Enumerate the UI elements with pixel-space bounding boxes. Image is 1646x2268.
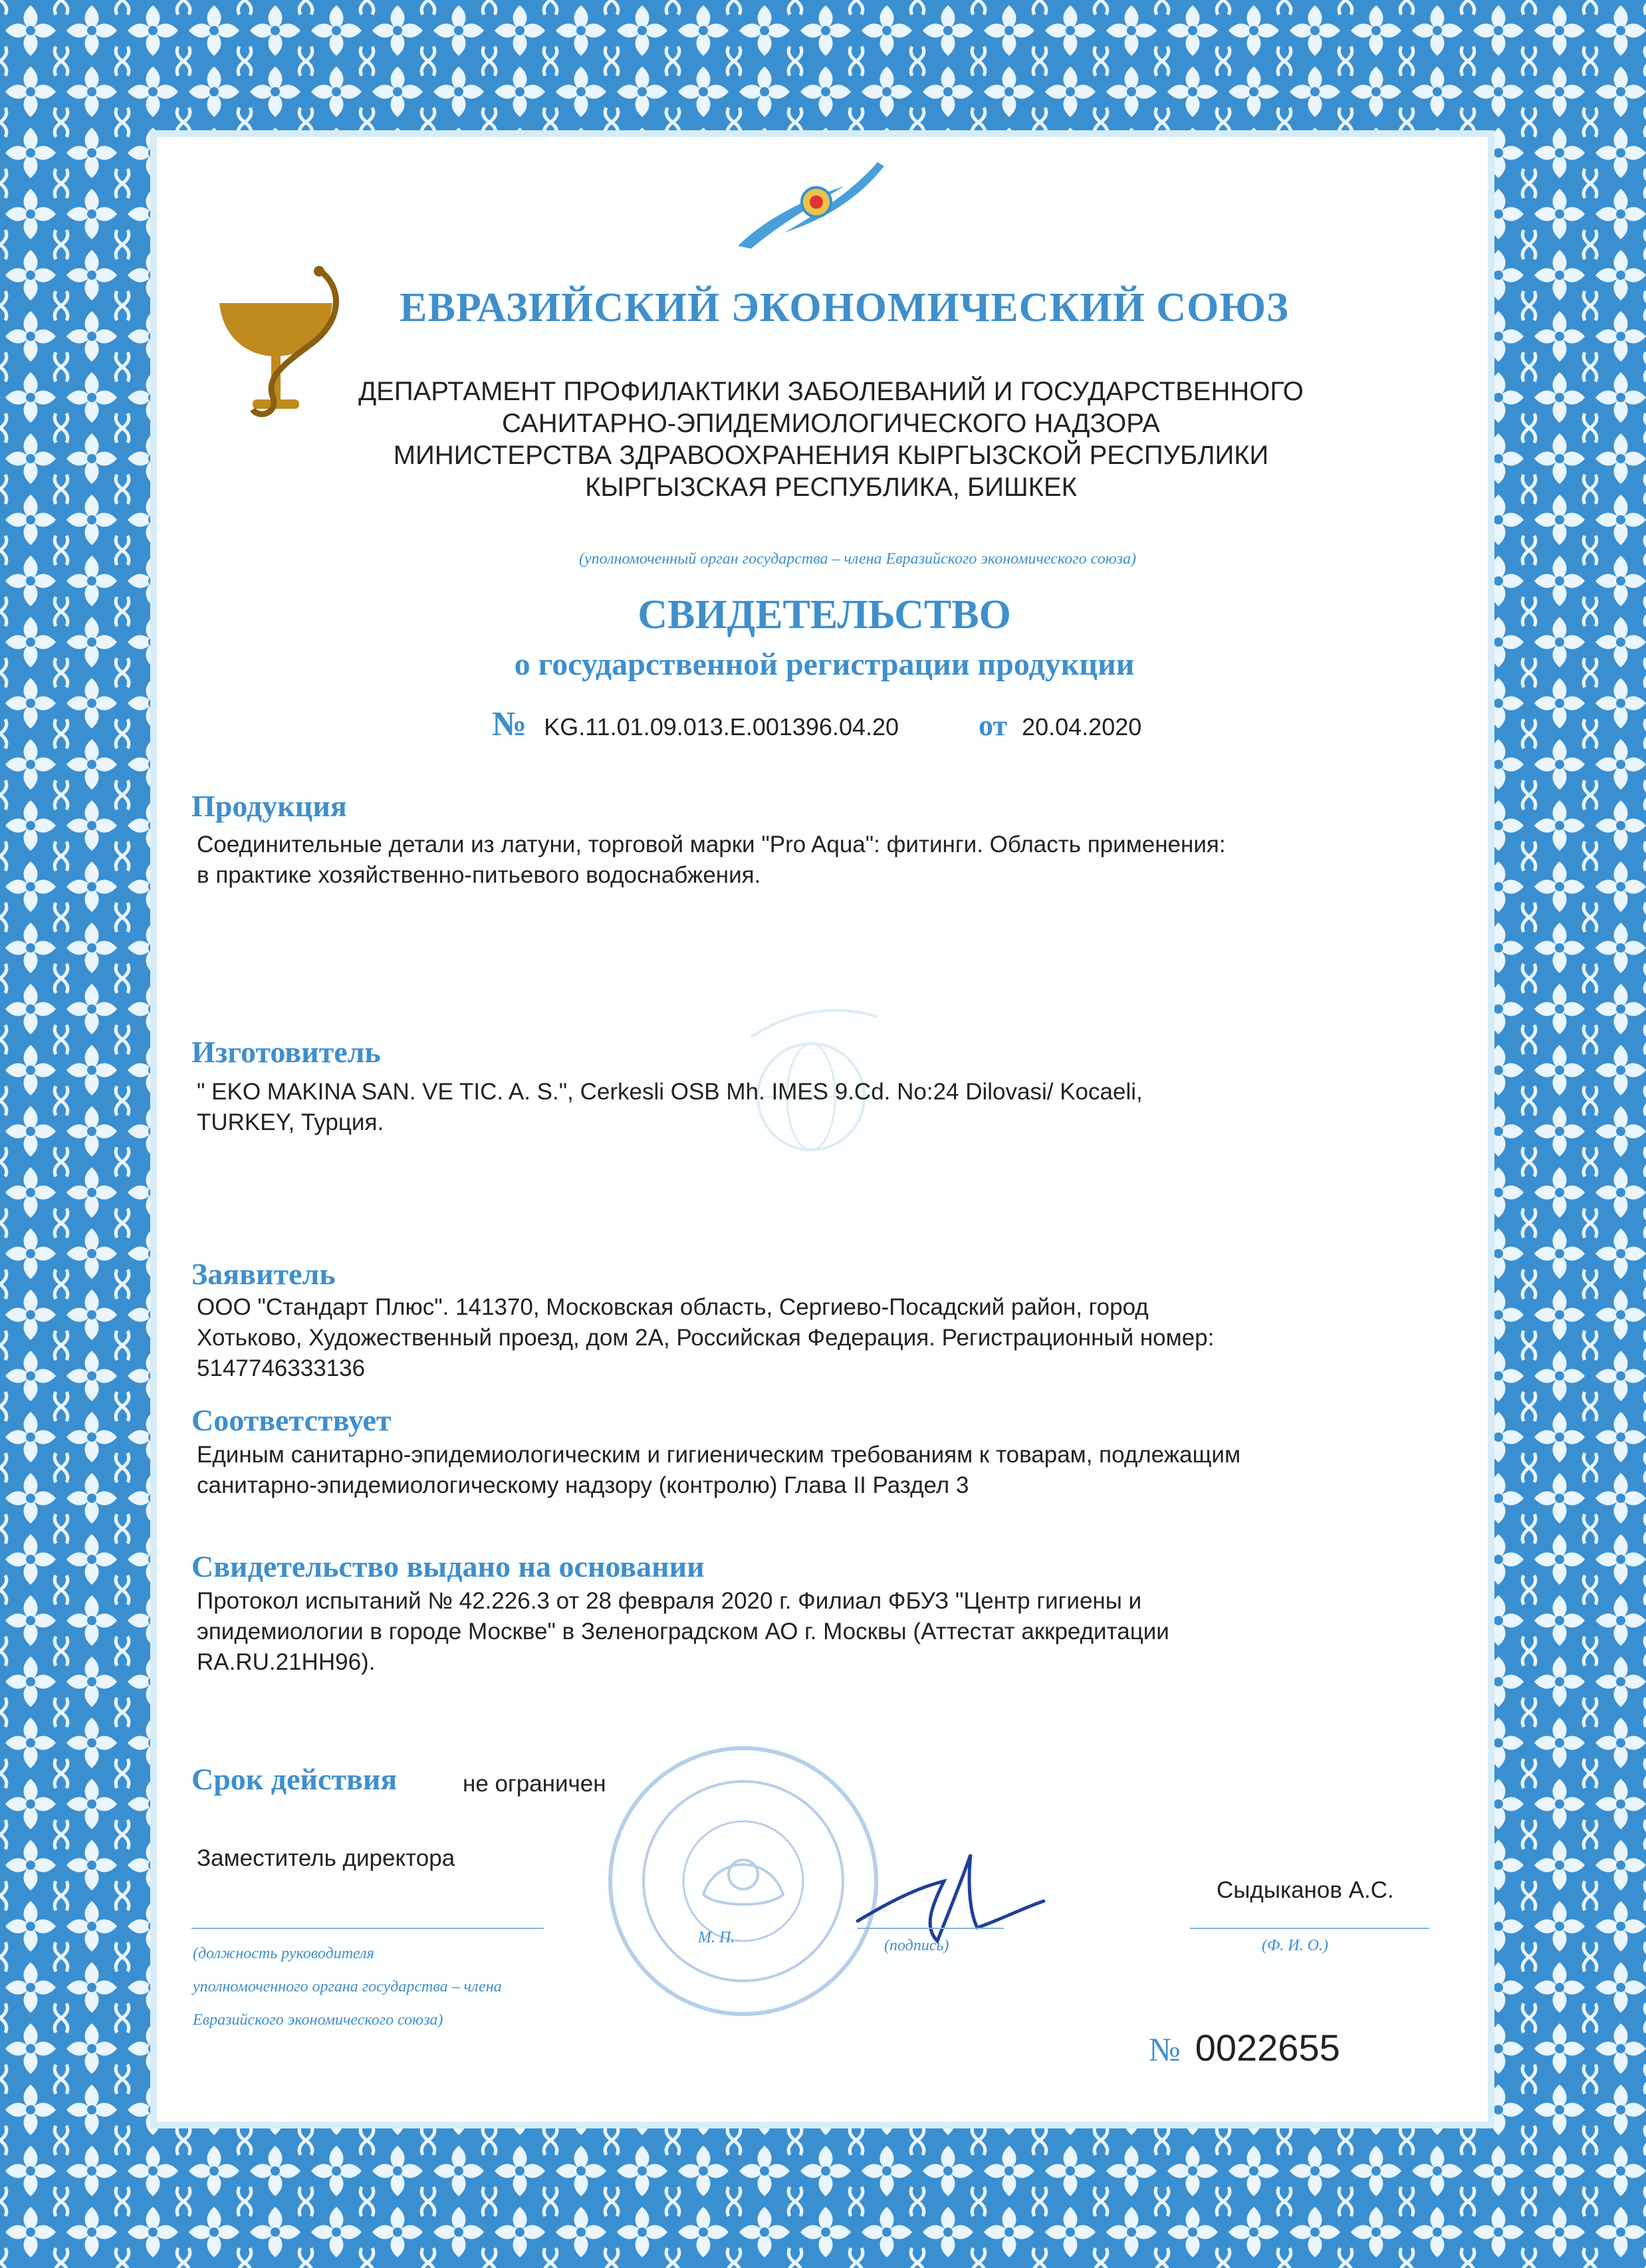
conforms-line: Единым санитарно-эпидемиологическим и гигиеническим требованиям к товарам, подлежащим bbox=[197, 1442, 1241, 1468]
basis-line: RA.RU.21HH96). bbox=[197, 1649, 376, 1675]
certificate-date: 20.04.2020 bbox=[1022, 713, 1142, 740]
basis-line: эпидемиологии в городе Москве" в Зеленоградском АО г. Москвы (Аттестат аккредитации bbox=[197, 1619, 1169, 1644]
certificate-number: KG.11.01.09.013.E.001396.04.20 bbox=[544, 713, 899, 740]
manufacturer-line: TURKEY, Турция. bbox=[197, 1109, 384, 1135]
manufacturer-line: " EKO MAKINA SAN. VE TIC. A. S.", Cerkesli OSB Mh. IMES 9.Cd. No:24 Dilovasi/ Kocaeli, bbox=[197, 1079, 1143, 1105]
manufacturer-body bbox=[197, 1077, 1447, 1138]
signature-caption: (подпись) bbox=[884, 1937, 949, 1954]
product-body bbox=[197, 830, 1447, 891]
form-number-row bbox=[1149, 2026, 1340, 2069]
conforms-line: санитарно-эпидемиологическому надзору (контролю) Глава II Раздел 3 bbox=[197, 1472, 969, 1498]
validity-value: не ограничен bbox=[463, 1771, 606, 1797]
certificate-title: СВИДЕТЕЛЬСТВО bbox=[638, 592, 1011, 637]
signer-position: Заместитель директора bbox=[197, 1845, 455, 1871]
department-line: САНИТАРНО-ЭПИДЕМИОЛОГИЧЕСКОГО НАДЗОРА bbox=[502, 409, 1160, 438]
manufacturer-heading: Изготовитель bbox=[191, 1035, 381, 1069]
certificate-subtitle: о государственной регистрации продукции bbox=[514, 647, 1135, 682]
conforms-body bbox=[197, 1440, 1447, 1501]
applicant-heading: Заявитель bbox=[191, 1257, 336, 1291]
conforms-heading: Соответствует bbox=[191, 1403, 392, 1437]
applicant-line: ООО "Стандарт Плюс". 141370, Московская область, Сергиево-Посадский район, город bbox=[197, 1294, 1149, 1320]
position-caption-line: уполномоченного органа государства – члена bbox=[193, 1978, 502, 1995]
basis-heading: Свидетельство выдано на основании bbox=[191, 1549, 705, 1583]
department-block bbox=[279, 376, 1383, 503]
applicant-body bbox=[197, 1292, 1447, 1384]
official-seal-stamp bbox=[604, 1742, 883, 2021]
basis-line: Протокол испытаний № 42.226.3 от 28 февраля 2020 г. Филиал ФБУЗ "Центр гигиены и bbox=[197, 1588, 1142, 1614]
product-line: Соединительные детали из латуни, торговой марки "Pro Aqua": фитинги. Область применения: bbox=[197, 832, 1226, 857]
certificate-number-row bbox=[492, 705, 1141, 744]
basis-body bbox=[197, 1586, 1447, 1678]
applicant-line: 5147746333136 bbox=[197, 1355, 366, 1381]
stamp-caption: М. П. bbox=[698, 1929, 735, 1946]
position-caption-line: (должность руководителя bbox=[193, 1945, 374, 1962]
department-line: ДЕПАРТАМЕНТ ПРОФИЛАКТИКИ ЗАБОЛЕВАНИЙ И ГОСУДАРСТВЕННОГО bbox=[358, 377, 1304, 406]
applicant-line: Хотьково, Художественный проезд, дом 2А, Российская Федерация. Регистрационный номер: bbox=[197, 1325, 1215, 1351]
authority-note: (уполномоченный орган государства – члена Евразийского экономического союза) bbox=[579, 550, 1136, 568]
department-line: МИНИСТЕРСТВА ЗДРАВООХРАНЕНИЯ КЫРГЫЗСКОЙ РЕСПУБЛИКИ bbox=[393, 441, 1269, 470]
form-number-sign: № bbox=[1149, 2031, 1181, 2068]
department-line: КЫРГЫЗСКАЯ РЕСПУБЛИКА, БИШКЕК bbox=[585, 473, 1077, 502]
position-caption bbox=[193, 1937, 502, 2037]
product-line: в практике хозяйственно-питьевого водоснабжения. bbox=[197, 862, 761, 888]
eaeu-logo-icon bbox=[725, 160, 897, 253]
validity-heading: Срок действия bbox=[191, 1762, 398, 1796]
product-heading: Продукция bbox=[191, 789, 347, 823]
form-number: 0022655 bbox=[1195, 2027, 1340, 2069]
handwritten-signature bbox=[844, 1841, 1057, 1961]
position-caption-line: Евразийского экономического союза) bbox=[193, 2011, 443, 2029]
signature-underline bbox=[858, 1928, 1004, 1929]
name-caption: (Ф. И. О.) bbox=[1262, 1937, 1328, 1954]
date-prefix: от bbox=[979, 709, 1008, 742]
signer-name: Сыдыканов А.С. bbox=[1217, 1877, 1394, 1903]
number-sign: № bbox=[492, 705, 527, 743]
name-underline bbox=[1190, 1928, 1429, 1929]
position-underline bbox=[191, 1928, 544, 1929]
union-title: ЕВРАЗИЙСКИЙ ЭКОНОМИЧЕСКИЙ СОЮЗ bbox=[400, 285, 1289, 330]
